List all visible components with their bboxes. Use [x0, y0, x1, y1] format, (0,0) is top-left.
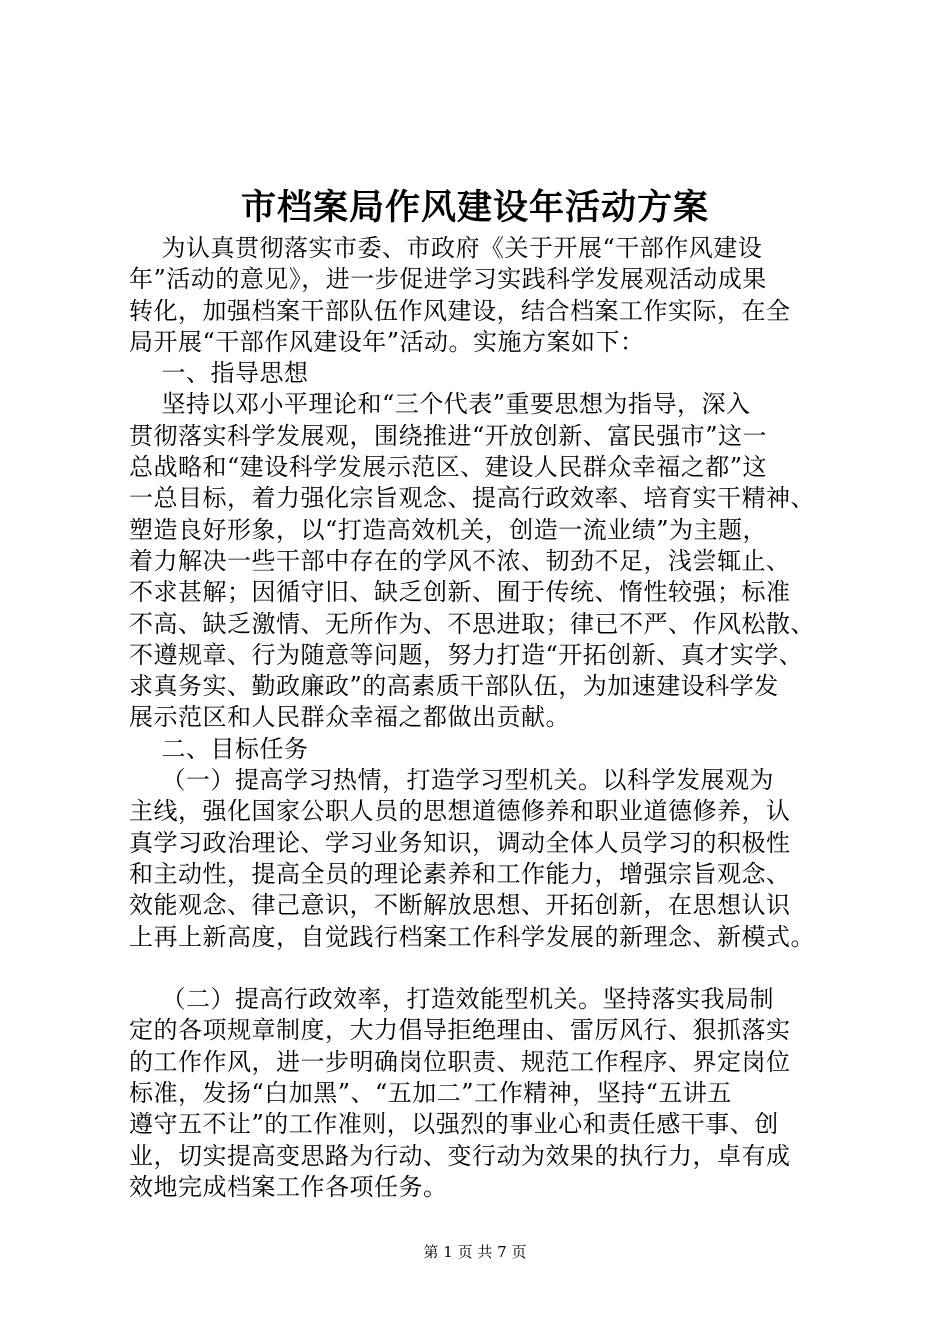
body-line: 上再上新高度，自觉践行档案工作科学发展的新理念、新模式。: [129, 922, 815, 951]
body-line: 业，切实提高变思路为行动、变行动为效果的执行力，卓有成: [129, 1141, 791, 1170]
document-title: 市档案局作风建设年活动方案: [240, 187, 709, 228]
body-line: 塑造良好形象，以“打造高效机关，创造一流业绩”为主题，: [129, 515, 768, 544]
body-line: 局开展“干部作风建设年”活动。实施方案如下：: [129, 327, 645, 356]
body-line: 坚持以邓小平理论和“三个代表”重要思想为指导，深入: [129, 390, 751, 419]
body-line: 真学习政治理论、学习业务知识，调动全体人员学习的积极性: [129, 828, 791, 857]
body-line: 转化，加强档案干部队伍作风建设，结合档案工作实际，在全: [129, 296, 791, 325]
body-line: 效能观念、律己意识，不断解放思想、开拓创新，在思想认识: [129, 891, 791, 920]
body-line: 效地完成档案工作各项任务。: [129, 1172, 448, 1201]
body-line: 一总目标，着力强化宗旨观念、提高行政效率、培育实干精神、: [129, 484, 815, 513]
paragraph-gap: [129, 953, 829, 984]
body-line: 为认真贯彻落实市委、市政府《关于开展“干部作风建设: [129, 234, 763, 262]
body-line: 和主动性，提高全员的理论素养和工作能力，增强宗旨观念、: [129, 859, 791, 888]
body-line: （一）提高学习热情，打造学习型机关。以科学发展观为: [129, 766, 775, 795]
body-line: 的工作作风，进一步明确岗位职责、规范工作程序、界定岗位: [129, 1047, 791, 1076]
body-line: 总战略和“建设科学发展示范区、建设人民群众幸福之都”这: [129, 453, 768, 482]
section-heading-guiding-ideology: 一、指导思想: [129, 359, 309, 388]
body-line: 不求甚解；因循守旧、缺乏创新、囿于传统、惰性较强；标准: [129, 578, 791, 607]
document-body: [129, 233, 829, 1203]
body-line: 着力解决一些干部中存在的学风不浓、韧劲不足，浅尝辄止、: [129, 546, 791, 575]
body-line: （二）提高行政效率，打造效能型机关。坚持落实我局制: [129, 985, 775, 1014]
body-line: 不高、缺乏激情、无所作为、不思进取；律已不严、作风松散、: [129, 609, 815, 638]
body-line: 主线，强化国家公职人员的思想道德修养和职业道德修养，认: [129, 797, 791, 826]
page-number-footer: 第 1 页 共 7 页: [423, 1243, 527, 1261]
body-line: 贯彻落实科学发展观，围绕推进“开放创新、富民强市”这一: [129, 421, 768, 450]
body-line: 展示范区和人民群众幸福之都做出贡献。: [129, 703, 570, 732]
body-line: 年”活动的意见》，进一步促进学习实践科学发展观活动成果: [129, 265, 767, 294]
body-line: 遵守五不让”的工作准则，以强烈的事业心和责任感干事、创: [129, 1110, 779, 1139]
body-line: 标准，发扬“白加黑”、“五加二”工作精神，坚持“五讲五: [129, 1079, 732, 1108]
body-line: 不遵规章、行为随意等问题，努力打造“开拓创新、真才实学、: [129, 640, 804, 669]
body-line: 定的各项规章制度，大力倡导拒绝理由、雷厉风行、狠抓落实: [129, 1016, 791, 1045]
body-line: 求真务实、勤政廉政”的高素质干部队伍，为加速建设科学发: [129, 672, 779, 701]
section-heading-goals-tasks: 二、目标任务: [129, 734, 309, 763]
